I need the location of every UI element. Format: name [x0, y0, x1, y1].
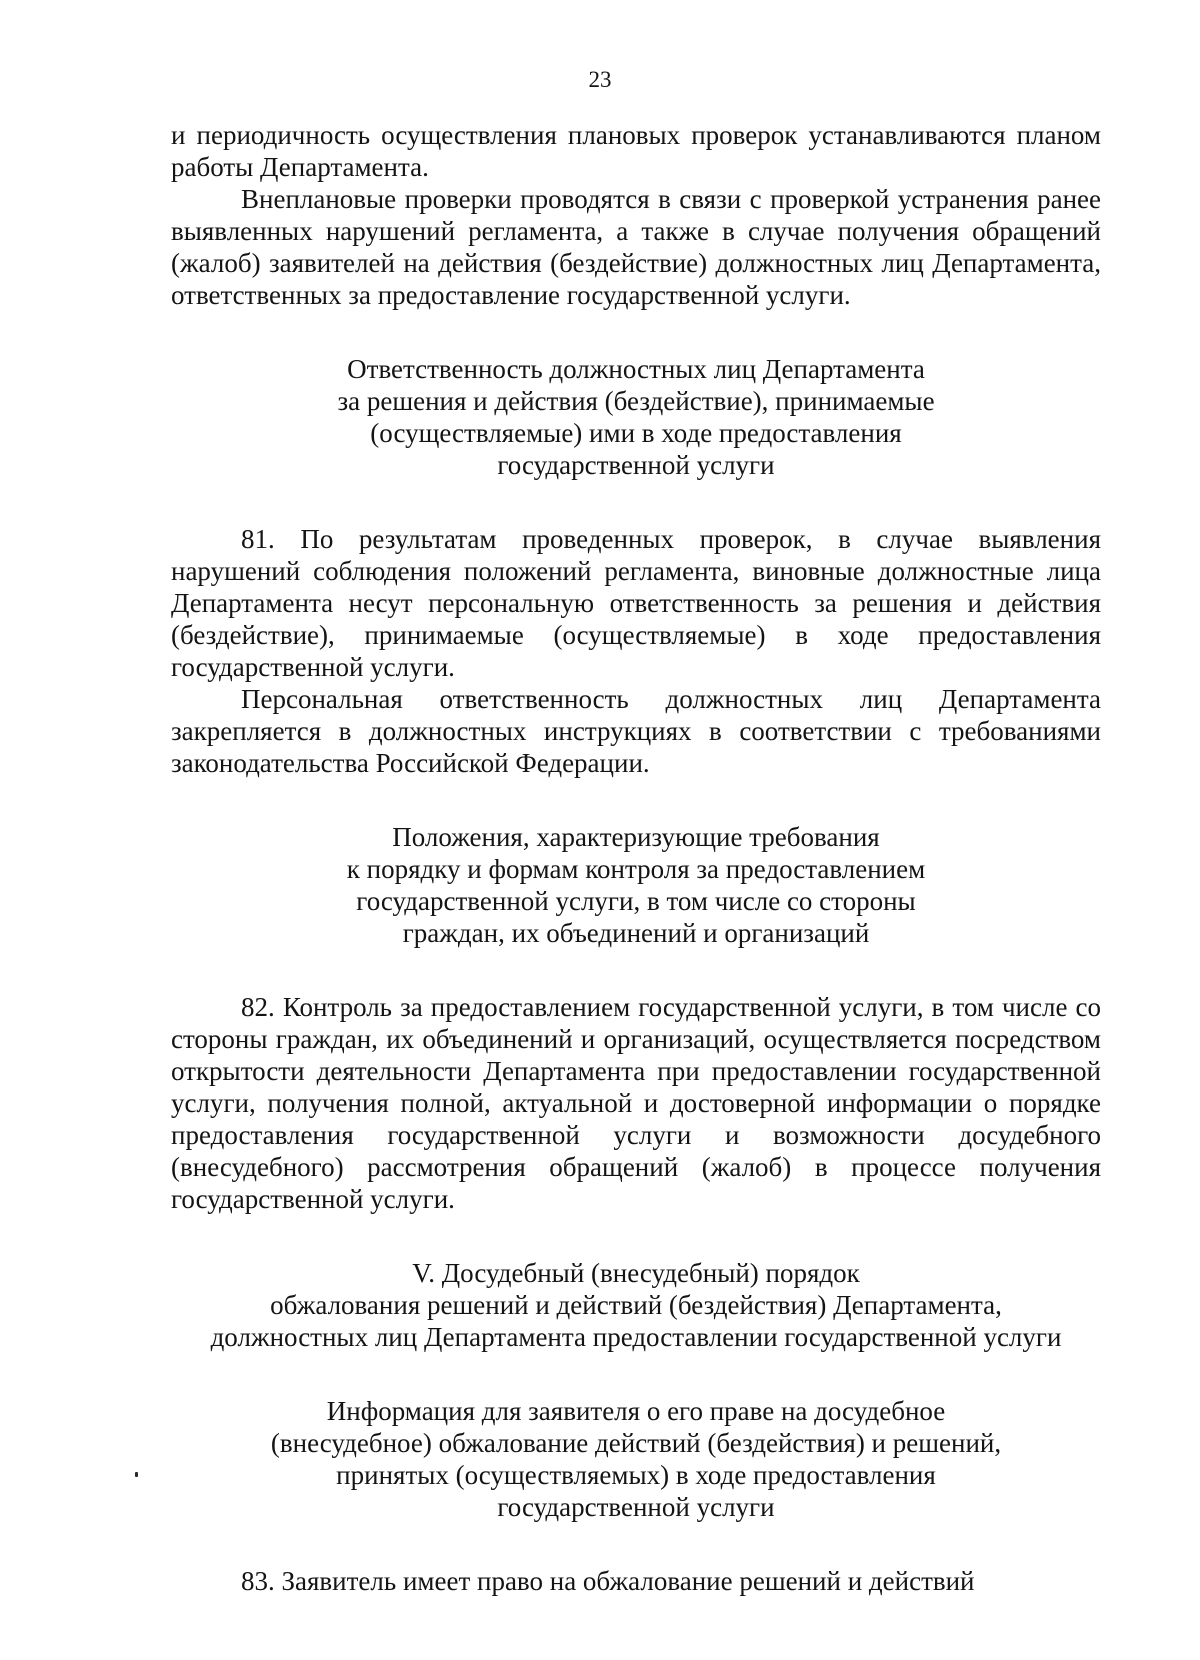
heading-line: государственной услуги: [497, 1492, 775, 1522]
heading-line: принятых (осуществляемых) в ходе предоставления: [336, 1460, 936, 1490]
spacer: [171, 1523, 1101, 1565]
heading-line: Информация для заявителя о его праве на досудебное: [326, 1396, 946, 1426]
heading-line: Ответственность должностных лиц Департамента: [347, 354, 925, 384]
heading-line: V. Досудебный (внесудебный) порядок: [412, 1258, 860, 1288]
spacer: [171, 311, 1101, 353]
page-number: 23: [588, 67, 612, 92]
heading-line: (внесудебное) обжалование действий (бездействия) и решений,: [270, 1428, 1002, 1458]
spacer: [171, 1353, 1101, 1395]
spacer: [171, 779, 1101, 821]
heading-line: Положения, характеризующие требования: [392, 822, 880, 852]
heading-line: (осуществляемые) ими в ходе предоставления: [370, 418, 902, 448]
scan-speck: [135, 1472, 138, 1477]
paragraph-planned-checks: и периодичность осуществления плановых проверок устанавливаются планом работы Департамента.: [171, 120, 1101, 182]
paragraph-81: 81. По результатам проведенных проверок, в случае выявления нарушений соблюдения положений регламента, виновные должностные лица Департамента несут персональную ответственность за решения и действия (бездействие), принимаемые (осуществляемые) в ходе предоставления государственной услуги.: [171, 524, 1101, 682]
heading-line: к порядку и формам контроля за предоставлением: [346, 854, 926, 884]
heading-line: граждан, их объединений и организаций: [402, 918, 870, 948]
spacer: [171, 949, 1101, 991]
heading-line: государственной услуги: [497, 450, 775, 480]
section-heading-control-requirements: [171, 821, 1101, 949]
heading-line: обжалования решений и действий (бездействия) Департамента,: [270, 1290, 1002, 1320]
heading-line: государственной услуги, в том числе со стороны: [356, 886, 916, 916]
section-heading-responsibility: [171, 353, 1101, 481]
section-heading-applicant-rights: [171, 1395, 1101, 1523]
spacer: [171, 481, 1101, 523]
section-heading-v-pretrial-appeal: [171, 1257, 1101, 1353]
paragraph-personal-responsibility: Персональная ответственность должностных лиц Департамента закрепляется в должностных инструкциях в соответствии с требованиями законодательства Российской Федерации.: [171, 684, 1101, 778]
heading-line: за решения и действия (бездействие), принимаемые: [337, 386, 935, 416]
paragraph-83: 83. Заявитель имеет право на обжалование решений и действий: [241, 1566, 975, 1596]
paragraph-82: 82. Контроль за предоставлением государственной услуги, в том числе со стороны граждан, их объединений и организаций, осуществляется посредством открытости деятельности Департамента при предоставлении государственной услуги, получения полной, актуальной и достоверной информации о порядке предоставления государственной услуги и возможности досудебного (внесудебного) рассмотрения обращений (жалоб) в процессе получения государственной услуги.: [171, 992, 1101, 1214]
document-body: [171, 119, 1101, 1597]
spacer: [171, 1215, 1101, 1257]
heading-line: должностных лиц Департамента предоставлении государственной услуги: [210, 1322, 1062, 1352]
paragraph-unplanned-checks: Внеплановые проверки проводятся в связи с проверкой устранения ранее выявленных нарушений регламента, а также в случае получения обращений (жалоб) заявителей на действия (бездействие) должностных лиц Департамента, ответственных за предоставление государственной услуги.: [171, 184, 1101, 310]
